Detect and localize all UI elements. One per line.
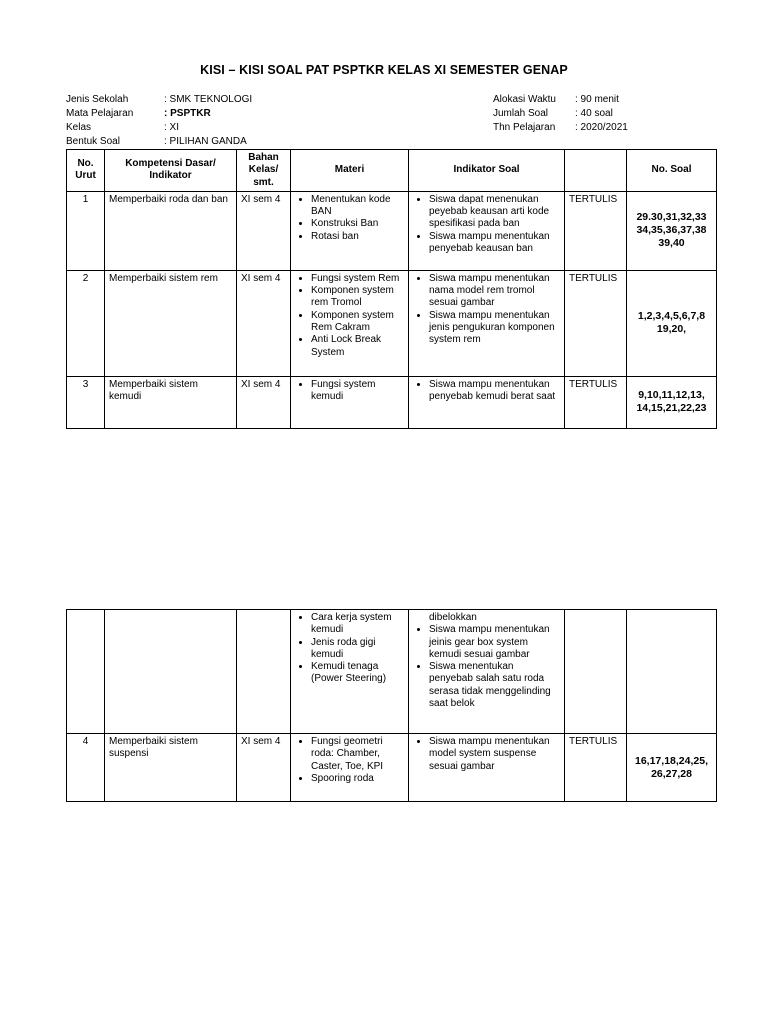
list-item: • Anti Lock Break System bbox=[311, 334, 404, 359]
meta-value: : SMK TEKNOLOGI bbox=[164, 94, 253, 105]
cell-kompetensi: Memperbaiki sistem suspensi bbox=[105, 734, 237, 802]
meta-label: Jenis Sekolah bbox=[66, 94, 129, 105]
list-item: • Siswa mampu menentukan nama model rem tromol sesuai gambar bbox=[429, 273, 560, 310]
meta-label: Mata Pelajaran bbox=[66, 108, 134, 119]
cell-materi bbox=[291, 376, 409, 428]
meta-right bbox=[493, 93, 628, 135]
header-bahan: Bahan Kelas/ smt. bbox=[237, 150, 291, 192]
list-item: • Siswa menentukan penyebab salah satu roda serasa tidak menggelinding saat belok bbox=[429, 661, 560, 710]
table-row bbox=[67, 376, 717, 428]
cell-bentuk: TERTULIS bbox=[565, 734, 627, 802]
cell-no bbox=[67, 610, 105, 734]
list-item: • Rotasi ban bbox=[311, 231, 404, 243]
meta-value: : PSPTKR bbox=[164, 108, 211, 119]
list-item: • Siswa mampu menentukan jenis pengukuran komponen system rem bbox=[429, 310, 560, 347]
meta-left bbox=[66, 93, 252, 149]
meta-value: : PILIHAN GANDA bbox=[164, 136, 247, 147]
cell-materi bbox=[291, 610, 409, 734]
list-item: • Konstruksi Ban bbox=[311, 218, 404, 230]
cell-kompetensi: Memperbaiki sistem rem bbox=[105, 270, 237, 376]
list-item: • Cara kerja system kemudi bbox=[311, 612, 404, 637]
cell-kompetensi: Memperbaiki roda dan ban bbox=[105, 191, 237, 270]
cell-bahan: XI sem 4 bbox=[237, 270, 291, 376]
cell-no-soal: 29.30,31,32,33 34,35,36,37,38 39,40 bbox=[627, 191, 717, 270]
list-item: • Siswa dapat menenukan peyebab keausan arti kode spesifikasi pada ban bbox=[429, 194, 560, 231]
meta-value: : 90 menit bbox=[575, 94, 619, 105]
list-item: • Komponen system rem Tromol bbox=[311, 285, 404, 310]
table-row-continuation bbox=[67, 610, 717, 734]
cell-bahan: XI sem 4 bbox=[237, 734, 291, 802]
cell-indikator bbox=[409, 376, 565, 428]
list-item: • Siswa mampu menentukan jeinis gear box system kemudi sesuai gambar bbox=[429, 624, 560, 661]
cell-materi bbox=[291, 270, 409, 376]
list-item: • Komponen system Rem Cakram bbox=[311, 310, 404, 335]
cell-indikator bbox=[409, 191, 565, 270]
cell-indikator bbox=[409, 270, 565, 376]
cell-bahan: XI sem 4 bbox=[237, 376, 291, 428]
list-item: • Jenis roda gigi kemudi bbox=[311, 637, 404, 662]
cell-no: 1 bbox=[67, 191, 105, 270]
meta-label: Thn Pelajaran bbox=[493, 122, 556, 133]
continuation-text: dibelokkan bbox=[429, 612, 477, 623]
list-item: • Fungsi system kemudi bbox=[311, 379, 404, 404]
meta-value: : XI bbox=[164, 122, 180, 133]
cell-bentuk: TERTULIS bbox=[565, 191, 627, 270]
meta-value: : 2020/2021 bbox=[575, 122, 628, 133]
header-blank bbox=[565, 150, 627, 192]
table-header-row bbox=[67, 150, 717, 192]
meta-label: Kelas bbox=[66, 122, 92, 133]
header-no-urut: No. Urut bbox=[67, 150, 105, 192]
cell-materi bbox=[291, 734, 409, 802]
list-item: • Siswa mampu menentukan penyebab keausan ban bbox=[429, 231, 560, 256]
table-row bbox=[67, 270, 717, 376]
cell-bahan: XI sem 4 bbox=[237, 191, 291, 270]
header-kompetensi: Kompetensi Dasar/ Indikator bbox=[105, 150, 237, 192]
cell-bentuk bbox=[565, 610, 627, 734]
table-row bbox=[67, 734, 717, 802]
cell-no-soal: 1,2,3,4,5,6,7,8 19,20, bbox=[627, 270, 717, 376]
cell-no: 2 bbox=[67, 270, 105, 376]
cell-kompetensi: Memperbaiki sistem kemudi bbox=[105, 376, 237, 428]
cell-no: 3 bbox=[67, 376, 105, 428]
cell-no-soal bbox=[627, 610, 717, 734]
list-item: • Kemudi tenaga (Power Steering) bbox=[311, 661, 404, 686]
kisi-table-page2 bbox=[66, 609, 717, 802]
meta-value: : 40 soal bbox=[575, 108, 613, 119]
cell-bentuk: TERTULIS bbox=[565, 376, 627, 428]
header-no-soal: No. Soal bbox=[627, 150, 717, 192]
cell-no-soal: 9,10,11,12,13, 14,15,21,22,23 bbox=[627, 376, 717, 428]
list-item: • Fungsi system Rem bbox=[311, 273, 404, 285]
cell-materi bbox=[291, 191, 409, 270]
cell-no-soal: 16,17,18,24,25, 26,27,28 bbox=[627, 734, 717, 802]
cell-no: 4 bbox=[67, 734, 105, 802]
header-materi: Materi bbox=[291, 150, 409, 192]
list-item: • Spooring roda bbox=[311, 773, 404, 785]
document-title: KISI – KISI SOAL PAT PSPTKR KELAS XI SEMESTER GENAP bbox=[200, 63, 568, 77]
cell-bahan bbox=[237, 610, 291, 734]
meta-label: Bentuk Soal bbox=[66, 136, 120, 147]
header-indikator: Indikator Soal bbox=[409, 150, 565, 192]
cell-kompetensi bbox=[105, 610, 237, 734]
table-row bbox=[67, 191, 717, 270]
list-item: • Fungsi geometri roda: Chamber, Caster, Toe, KPI bbox=[311, 736, 404, 773]
cell-indikator bbox=[409, 734, 565, 802]
list-item: • Siswa mampu menentukan model system suspense sesuai gambar bbox=[429, 736, 560, 773]
list-item: • Menentukan kode BAN bbox=[311, 194, 404, 219]
list-item: • Siswa mampu menentukan penyebab kemudi berat saat bbox=[429, 379, 560, 404]
cell-bentuk: TERTULIS bbox=[565, 270, 627, 376]
cell-indikator bbox=[409, 610, 565, 734]
meta-label: Jumlah Soal bbox=[493, 108, 549, 119]
kisi-table-page1 bbox=[66, 149, 717, 429]
meta-label: Alokasi Waktu bbox=[493, 94, 556, 105]
